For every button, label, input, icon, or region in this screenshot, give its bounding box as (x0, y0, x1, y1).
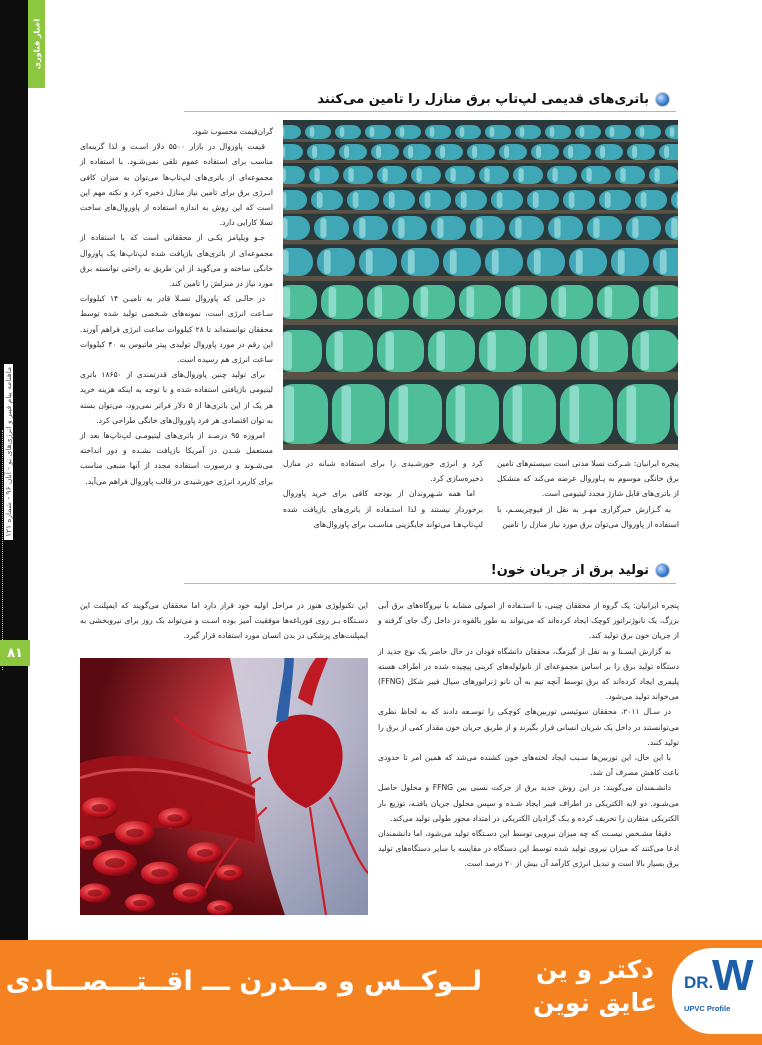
paragraph: به گـزارش خبرگزاری مهـر به نقل از فیوچریسـم، با استفاده از پاوروال می‌توان برق مورد نیاز منازل را تامین (497, 504, 679, 529)
battery-stack-illustration (283, 120, 678, 450)
section-tab (28, 0, 45, 88)
article1-col-left (80, 124, 273, 489)
paragraph: در سـال ۲۰۱۱، محققان سوئیسی توربین‌های کوچکی را توسـعه دادند که به لحاظ نظری می‌توانستند در داخل یک شریان انسانی قرار بگیرند و از طریق جریان خون مقدار کمی از برق را تولید کنند. (378, 707, 679, 747)
article2-col-left (80, 598, 368, 644)
blood-vessel-illustration (80, 658, 368, 915)
article2-title-rule (184, 583, 676, 584)
globe-bullet-icon (655, 92, 670, 107)
article1-title-rule (184, 111, 676, 112)
issue-line: ماهنامه پیام فیبر و انرژی‌های نو - آبان ۹۶ - شماره ۱۲۱ (4, 364, 13, 540)
logo-dr-text: DR. (684, 973, 714, 992)
paragraph: با این حال، این توربین‌ها سـبب ایجاد لخته‌های خون کشنده می‌شد که همین امر تا حدودی باعث کاهش مصرف آن شد. (378, 753, 679, 778)
blood-vessel-heart-photo (80, 658, 368, 915)
paragraph: قیمت پاوروال در بازار ۵۵۰۰ دلار اسـت و لذا گزینه‌ای مناسب برای استفاده عموم تلقی نمی‌شـود. با استفاده از مجموعه‌ای از باتری‌های لپ‌تاپ‌ها می‌توان به میزان کافی انـرژی برق برای تامین نیاز منازل ذخیره کرد و نکته مهم این است که این روش به اندازه استفاده از پاوروال‌های ساخت تسلا کارایی دارد. (80, 142, 273, 228)
drwin-logo (672, 948, 762, 1034)
footer-slogan: لــوکــس و مــدرن ـــ اقــتـــصـــادی (5, 966, 482, 997)
article2-title: تولید برق از جریان خون! (490, 563, 649, 578)
footer-brand-line1: دکتر و ین (536, 955, 654, 984)
article2-col-right (378, 598, 679, 872)
paragraph: به گزارش ایسـنا و به نقل از گیزمگ، محققان دانشگاه فودان در حال حاضر یک نوع جدید از دستگاه تولید برق را بر اساس مجموعه‌ای از نانولوله‌های کربنی پیچیده شده در اطراف هسته پلیمری ایجاد کرده‌اند که برق توسط آنچه تیم به آن نانو ژنراتورهای سیال فیبر شکل (FFNG) می‌خواند تولید می‌شود. (378, 646, 679, 702)
paragraph: دقیقا مشـخص نیسـت که چه میزان نیرویی توسط این دسـتگاه تولید می‌شود، اما دانشمندان ادعا می‌کنند که میزان نیروی تولید شده توسط این دستگاه در مقایسه با سایر دستگاه‌های تولید برق بسیار بالا است و تبدیل انرژی کارآمد آن بیش از ۲۰ درصد است. (378, 829, 679, 869)
paragraph: پنجره ایرانیان: یک گروه از محققان چینی، با استـفاده از اصولی مشابه با نیروگاه‌های برق آبی بزرگ، یک نانوژنراتور کوچک ایجاد کرده‌اند که می‌تواند به طور بالقوه در داخل رگ جای گرفته و از جریان خون برق تولید کند. (378, 601, 679, 641)
paragraph: گران‌قیمت محسوب شود. (192, 127, 273, 136)
article1-col-right (497, 456, 679, 532)
paragraph: دانشـمندان می‌گویند: در این روش جدید برق از حرکت نسبی بین FFNG و محلول حاصل می‌شـود. دو لایه الکتریکی در اطراف فیبر ایجاد شـده و سپس محلول جریان یافتـه، توزیع بار الکتریکی متقارن را تحریف کرده و یـک گرادیان الکتریکی در امتداد محور طولی تولید می‌کند. (378, 783, 679, 823)
footer-brand-line2: عایق نوین (532, 988, 658, 1017)
logo-subtitle: UPVC Profile (684, 1004, 731, 1013)
paragraph: این تکنولوژی هنوز در مراحل اولیه خود قرار دارد اما محققان می‌گویند که ایمپلنت این دسـتگاه بـر روی قورباغه‌ها موفقیت آمیز بوده اسـت و می‌تواند یک روز برای نیروبخشی به ایمپلنت‌های پزشکی در بدن انسان مورد استفاده قرار گیرد. (80, 601, 368, 641)
page-number: ۸۱ (0, 640, 30, 666)
paragraph: در حالـی که پاوروال تسـلا قادر به تامیـن ۱۴ کیلووات سـاعت انرژی است، نمونه‌های شـخصی تولید شده توسط محققان توانسته‌اند تا ۲۸ کیلووات ساعت انرژی فراهم آورند. این رقم در مورد پاوروال تولیدی پیتر ماتیوس به ۴۰ کیلووات ساعت انرژی هم رسیده است. (80, 294, 273, 365)
section-tab-label: اخبار فناوری (32, 18, 41, 70)
paragraph: پنجره ایرانیان: شـرکت تسلا مدتی است سیستم‌های تامین برق خانگی موسوم به پـاوروال عرضه می‌کند که متشکل از باتری‌های قابل شارژ مجدد لیتیومی است. (497, 459, 679, 499)
paragraph: کرد و انرژی خورشـیدی را برای استفاده شبانه در منازل ذخیره‌سازی کرد. (283, 459, 483, 484)
globe-bullet-icon (655, 563, 670, 578)
paragraph: امروزه ۹۵ درصـد از باتری‌های لیتیومـی لپ‌تاپ‌ها بعد از مستعمل شـدن در آمریکا بازیافت نشـده و دور انداخته می‌شـوند و درصورت استفاده مجدد از آنها منبعی مناسب برای کاربرد انرژی خورشیدی در قالب پاوروال فراهم می‌آید. (80, 431, 273, 486)
logo-w-text: W (712, 951, 754, 1000)
battery-stack-photo (283, 120, 678, 450)
article2-title-row (491, 563, 670, 578)
article1-title: باتری‌های قدیمی لپ‌تاپ برق منازل را تامین می‌کنند (317, 92, 649, 107)
paragraph: اما همه شـهروندان از بودجه کافی برای خرید پاوروال برخوردار نیستند و لذا استـفاده از باتری‌های بازیافت شده لپ‌تاپ‌هـا می‌تواند جایگزینی مناسـب برای پاوروال‌های (283, 489, 483, 529)
article1-title-row (317, 92, 670, 107)
article1-col-middle (283, 456, 483, 532)
paragraph: برای تولید چنین پاوروال‌های قدرتمندی از ۱۸۶۵۰ باتری لیتیومی بازیافتی استفاده شده و با توجه به اینکه هزینه خرید هر یک از این باتری‌ها از ۵ دلار فراتر نمی‌رود، می‌توان بسته به توان اقتصادی هر فرد پاوروال‌های خانگی طراحی کرد. (80, 370, 273, 425)
paragraph: جـو ویلیامز یکـی از محققانی است که با استفاده از مجموعه‌ای از باتری‌های بازیافت شده لپ‌تاپ‌ها یک پاوروال خانگی ساخته و می‌گوید از این طریق به راحتی توانسته برق مورد نیاز در منزلش را تامین کند. (80, 233, 273, 289)
